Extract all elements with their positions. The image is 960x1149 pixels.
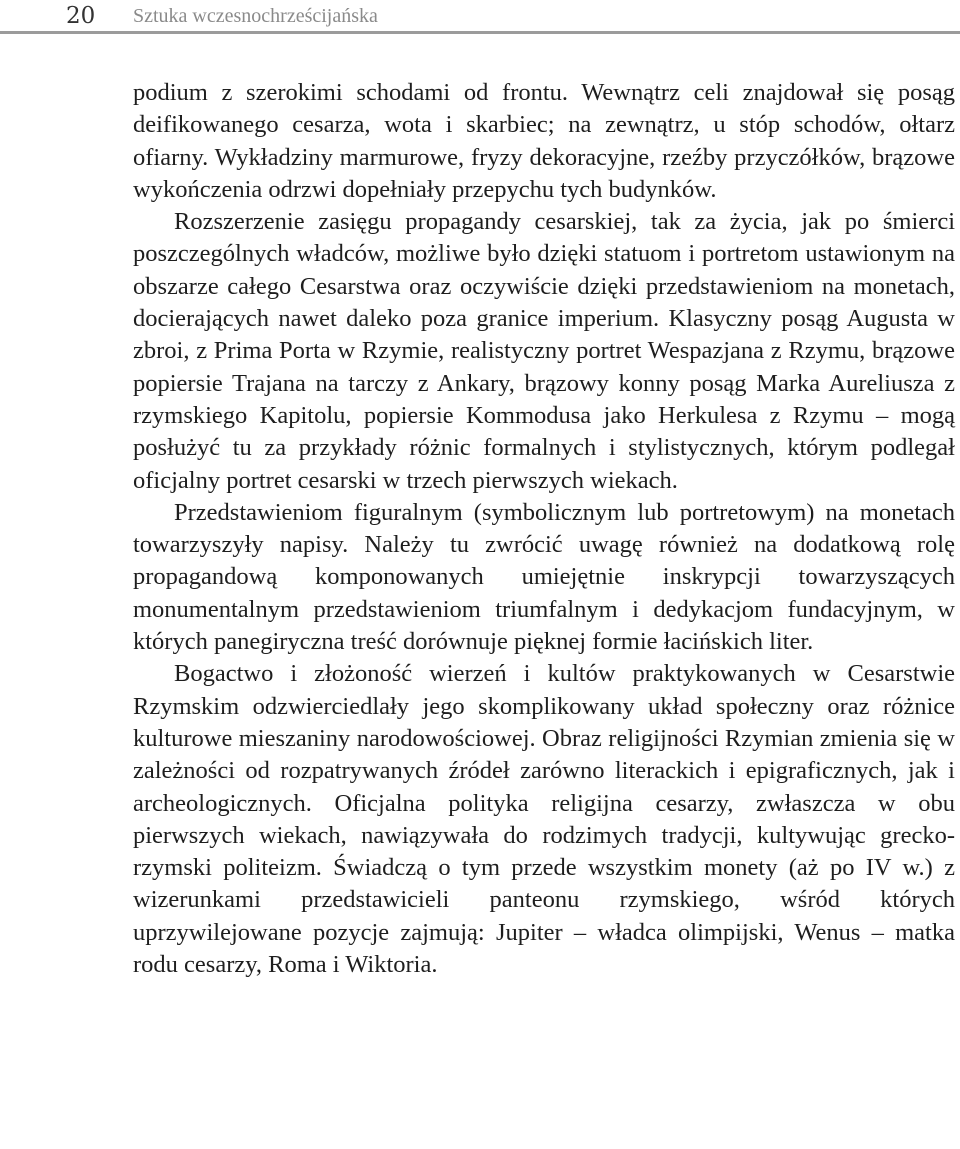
page-number: 20 (66, 3, 96, 29)
paragraph-2: Rozszerzenie zasięgu propagandy cesarskiej, tak za życia, jak po śmierci poszczególnych władców, możliwe było dzięki statuom i portretom ustawionym na obszarze całego Cesarstwa oraz oczywiście dzięki przedstawieniom na monetach, docierających nawet daleko poza granice imperium. Klasyczny posąg Augusta w zbroi, z Prima Porta w Rzymie, realistyczny portret Wespazjana z Rzymu, brązowe popiersie Trajana na tarczy z Ankary, brązowy konny posąg Marka Aureliusza z rzymskiego Kapitolu, popiersie Kommodusa jako Herkulesa z Rzymu – mogą posłużyć tu za przykłady różnic formalnych i stylistycznych, którym podlegał oficjalny portret cesarski w trzech pierwszych wiekach. (133, 208, 955, 494)
body-text (133, 77, 955, 981)
paragraph-3: Przedstawieniom figuralnym (symbolicznym lub portretowym) na monetach towarzyszyły napisy. Należy tu zwrócić uwagę również na dodatkową rolę propagandową komponowanych umiejętnie inskrypcji towarzyszących monumentalnym przedstawieniom triumfalnym i dedykacjom fundacyjnym, w których panegiryczna treść dorównuje pięknej formie łacińskich liter. (133, 498, 955, 656)
paragraph-1: podium z szerokimi schodami od frontu. Wewnątrz celi znajdował się posąg deifikowanego cesarza, wota i skarbiec; na zewnątrz, u stóp schodów, ołtarz ofiarny. Wykładziny marmurowe, fryzy dekoracyjne, rzeźby przyczółków, brązowe wykończenia odrzwi dopełniały przepychu tych budynków. (133, 79, 955, 203)
paragraph-4: Bogactwo i złożoność wierzeń i kultów praktykowanych w Cesarstwie Rzymskim odzwierciedlały jego skomplikowany układ społeczny oraz różnice kulturowe mieszaniny narodowościowej. Obraz religijności Rzymian zmienia się w zależności od rozpatrywanych źródeł zarówno literackich i epigraficznych, jak i archeologicznych. Oficjalna polityka religijna cesarzy, zwłaszcza w obu pierwszych wiekach, nawiązywała do rodzimych tradycji, kultywując grecko-rzymski politeizm. Świadczą o tym przede wszystkim monety (aż po IV w.) z wizerunkami przedstawicieli panteonu rzymskiego, wśród których uprzywilejowane pozycje zajmują: Jupiter – władca olimpijski, Wenus – matka rodu cesarzy, Roma i Wiktoria. (133, 660, 955, 979)
running-header (0, 0, 960, 34)
section-title: Sztuka wczesnochrześcijańska (133, 5, 378, 27)
